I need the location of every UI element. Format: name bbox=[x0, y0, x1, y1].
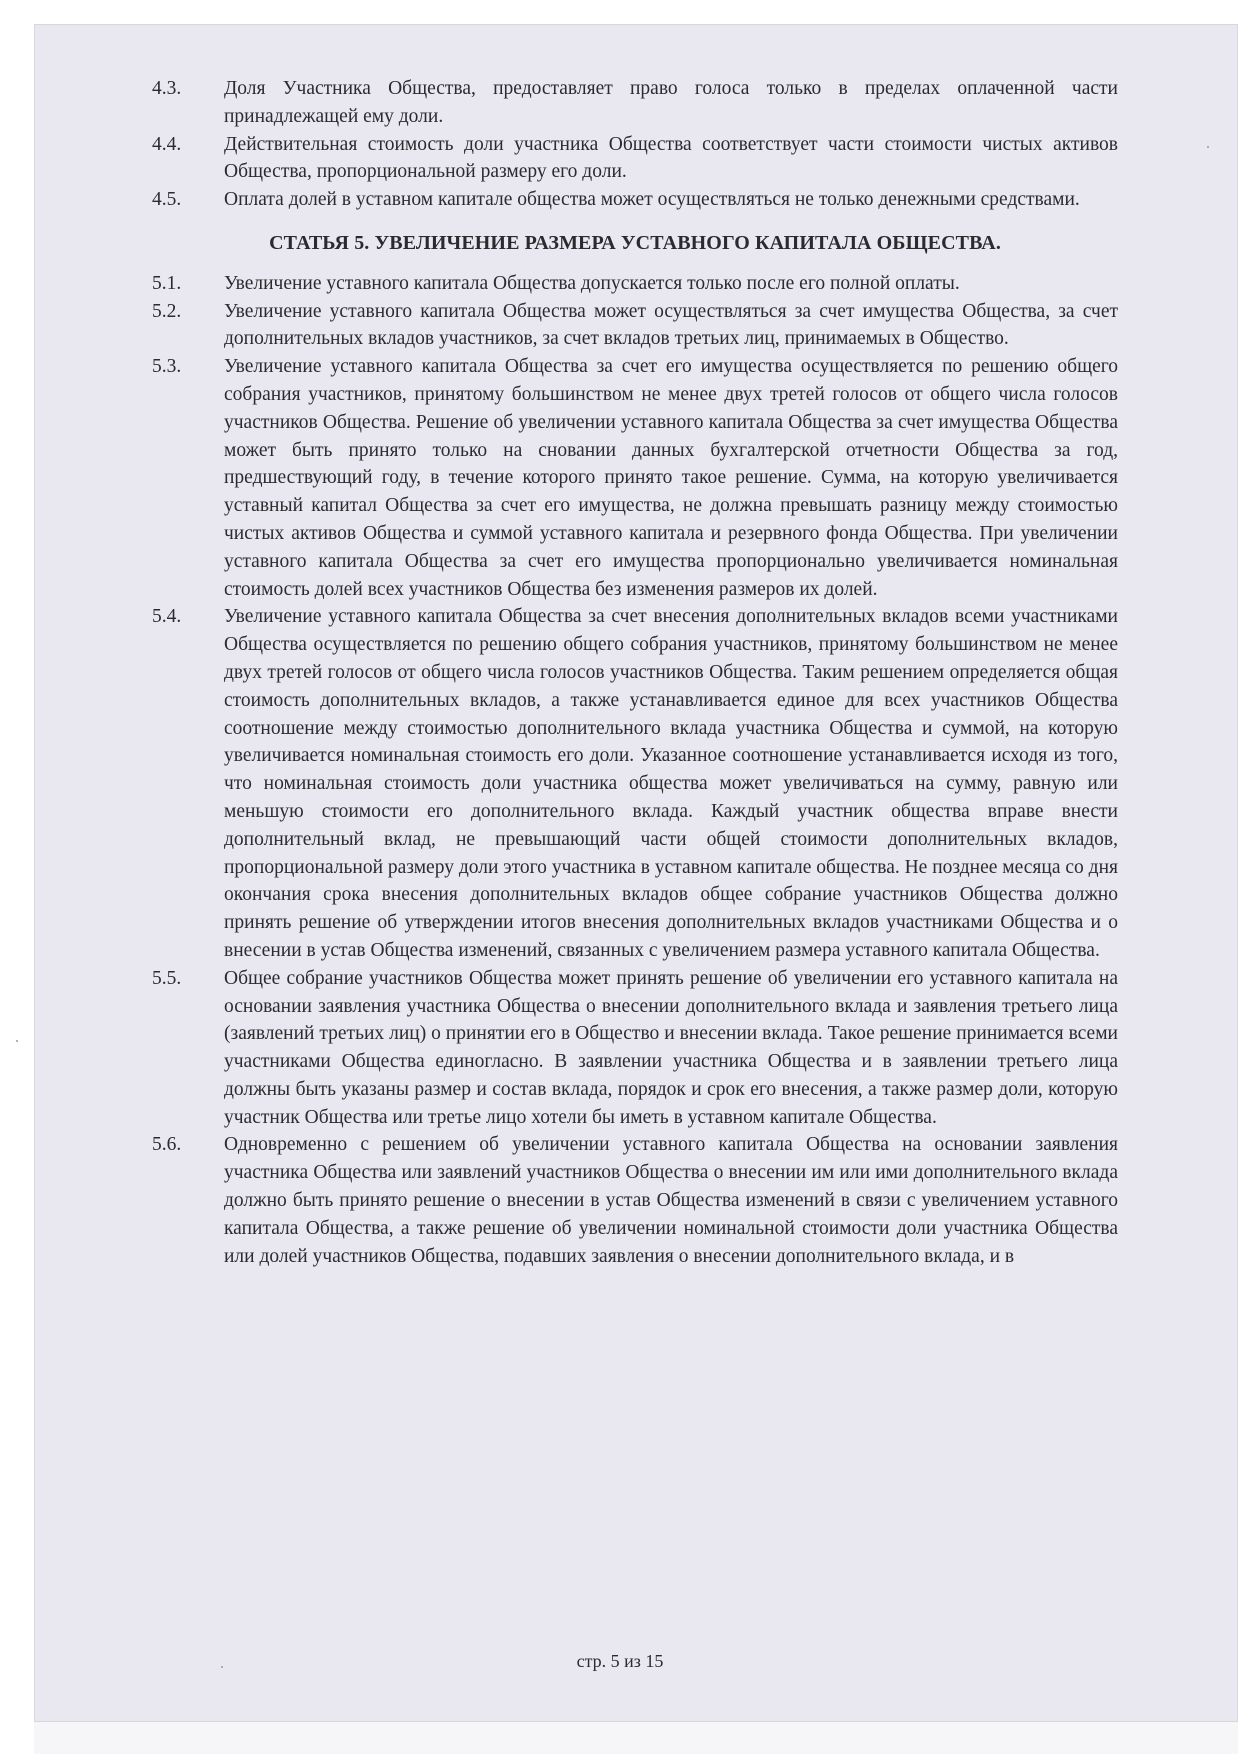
clause-4-3 bbox=[152, 75, 1118, 131]
clause-number: 4.3. bbox=[152, 78, 182, 99]
clause-number: 5.3. bbox=[152, 356, 182, 378]
clause-number: 5.4. bbox=[152, 606, 182, 628]
clause-text: Действительная стоимость доли участника Общества соответствует части стоимости чистых активов Общества, пропорциональной размеру его доли. bbox=[224, 133, 1118, 183]
clause-4-4 bbox=[152, 131, 1118, 187]
document-body bbox=[152, 75, 1118, 1270]
clause-text: Увеличение уставного капитала Общества допускается только после его полной оплаты. bbox=[224, 272, 960, 294]
clause-5-2 bbox=[152, 298, 1118, 354]
clause-text: Оплата долей в уставном капитале общества может осуществляться не только денежными средствами. bbox=[224, 189, 1080, 211]
clause-text: Доля Участника Общества, предоставляет право голоса только в пределах оплаченной части принадлежащей ему доли. bbox=[224, 78, 1118, 127]
clause-5-3 bbox=[152, 353, 1118, 603]
clause-text: Увеличение уставного капитала Общества может осуществляться за счет имущества Общества, за счет дополнительных вкладов участников, за счет вкладов третьих лиц, принимаемых в Общество. bbox=[224, 300, 1118, 350]
clause-5-1 bbox=[152, 270, 1118, 298]
clause-text: Одновременно с решением об увеличении уставного капитала Общества на основании заявления участника Общества или заявлений участников Общества о внесении им или ими дополнительного вклада должно быть принято решение о внесении в устав Общества изменений в связи с увеличением уставного капитала Общества, а также решение об увеличении номинальной стоимости доли участника Общества или долей участников Общества, подавших заявления о внесении дополнительного вклада, и в bbox=[224, 1134, 1118, 1267]
clause-number: 5.5. bbox=[152, 967, 182, 989]
page-number: стр. 5 из 15 bbox=[576, 1651, 664, 1671]
clause-number: 5.1. bbox=[152, 272, 182, 294]
scan-speck bbox=[16, 1040, 18, 1042]
scan-margin bbox=[34, 1722, 1238, 1754]
scan-speck bbox=[221, 1666, 223, 1668]
article-heading: СТАТЬЯ 5. УВЕЛИЧЕНИЕ РАЗМЕРА УСТАВНОГО КАПИТАЛА ОБЩЕСТВА. bbox=[269, 231, 1001, 254]
clause-text: Увеличение уставного капитала Общества за счет внесения дополнительных вкладов всеми участниками Общества осуществляется по решению общего собрания участников, принятому большинством не менее двух третей голосов от общего числа голосов участников Общества. Таким решением определяется общая стоимость дополнительных вкладов, а также устанавливается единое для всех участников Общества соотношение между стоимостью дополнительного вклада участника Общества и суммой, на которую увеличивается номинальная стоимость его доли. Указанное соотношение устанавливается исходя из того, что номинальная стоимость доли участника общества может увеличиваться на сумму, равную или меньшую стоимости его дополнительного вклада. Каждый участник общества вправе внести дополнительный вклад, не превышающий части общей стоимости дополнительных вкладов, пропорциональной размеру доли этого участника в уставном капитале общества. Не позднее месяца со дня окончания срока внесения дополнительных вкладов общее собрание участников Общества должно принять решение об утверждении итогов внесения дополнительных вкладов участниками Общества и о внесении в устав Общества изменений, связанных с увеличением размера уставного капитала Общества. bbox=[224, 606, 1118, 961]
clause-number: 4.5. bbox=[152, 189, 182, 211]
clause-number: 5.2. bbox=[152, 300, 182, 322]
clause-text: Общее собрание участников Общества может принять решение об увеличении его уставного капитала на основании заявления участника Общества о внесении дополнительного вклада и заявления третьего лица (заявлений третьих лиц) о принятии его в Общество и внесении вклада. Такое решение принимается всеми участниками Общества единогласно. В заявлении участника Общества и в заявлении третьего лица должны быть указаны размер и состав вклада, порядок и срок его внесения, а также размер доли, которую участник Общества или третье лицо хотели бы иметь в уставном капитале Общества. bbox=[224, 967, 1118, 1128]
scan-speck bbox=[1207, 146, 1209, 148]
clause-5-4 bbox=[152, 603, 1118, 964]
clause-5-5 bbox=[152, 965, 1118, 1132]
clause-5-6 bbox=[152, 1131, 1118, 1270]
clause-4-5 bbox=[152, 186, 1118, 214]
clause-number: 4.4. bbox=[152, 133, 182, 155]
clause-number: 5.6. bbox=[152, 1134, 182, 1156]
clause-text: Увеличение уставного капитала Общества за счет его имущества осуществляется по решению общего собрания участников, принятому большинством не менее двух третей голосов от общего числа голосов участников Общества. Решение об увеличении уставного капитала Общества за счет имущества Общества может быть принято только на сновании данных бухгалтерской отчетности Общества за год, предшествующий году, в течение которого принято такое решение. Сумма, на которую увеличивается уставный капитал Общества за счет его имущества, не должна превышать разницу между стоимостью чистых активов Общества и суммой уставного капитала и резервного фонда Общества. При увеличении уставного капитала Общества за счет его имущества пропорционально увеличивается номинальная стоимость долей всех участников Общества без изменения размеров их долей. bbox=[224, 356, 1118, 600]
